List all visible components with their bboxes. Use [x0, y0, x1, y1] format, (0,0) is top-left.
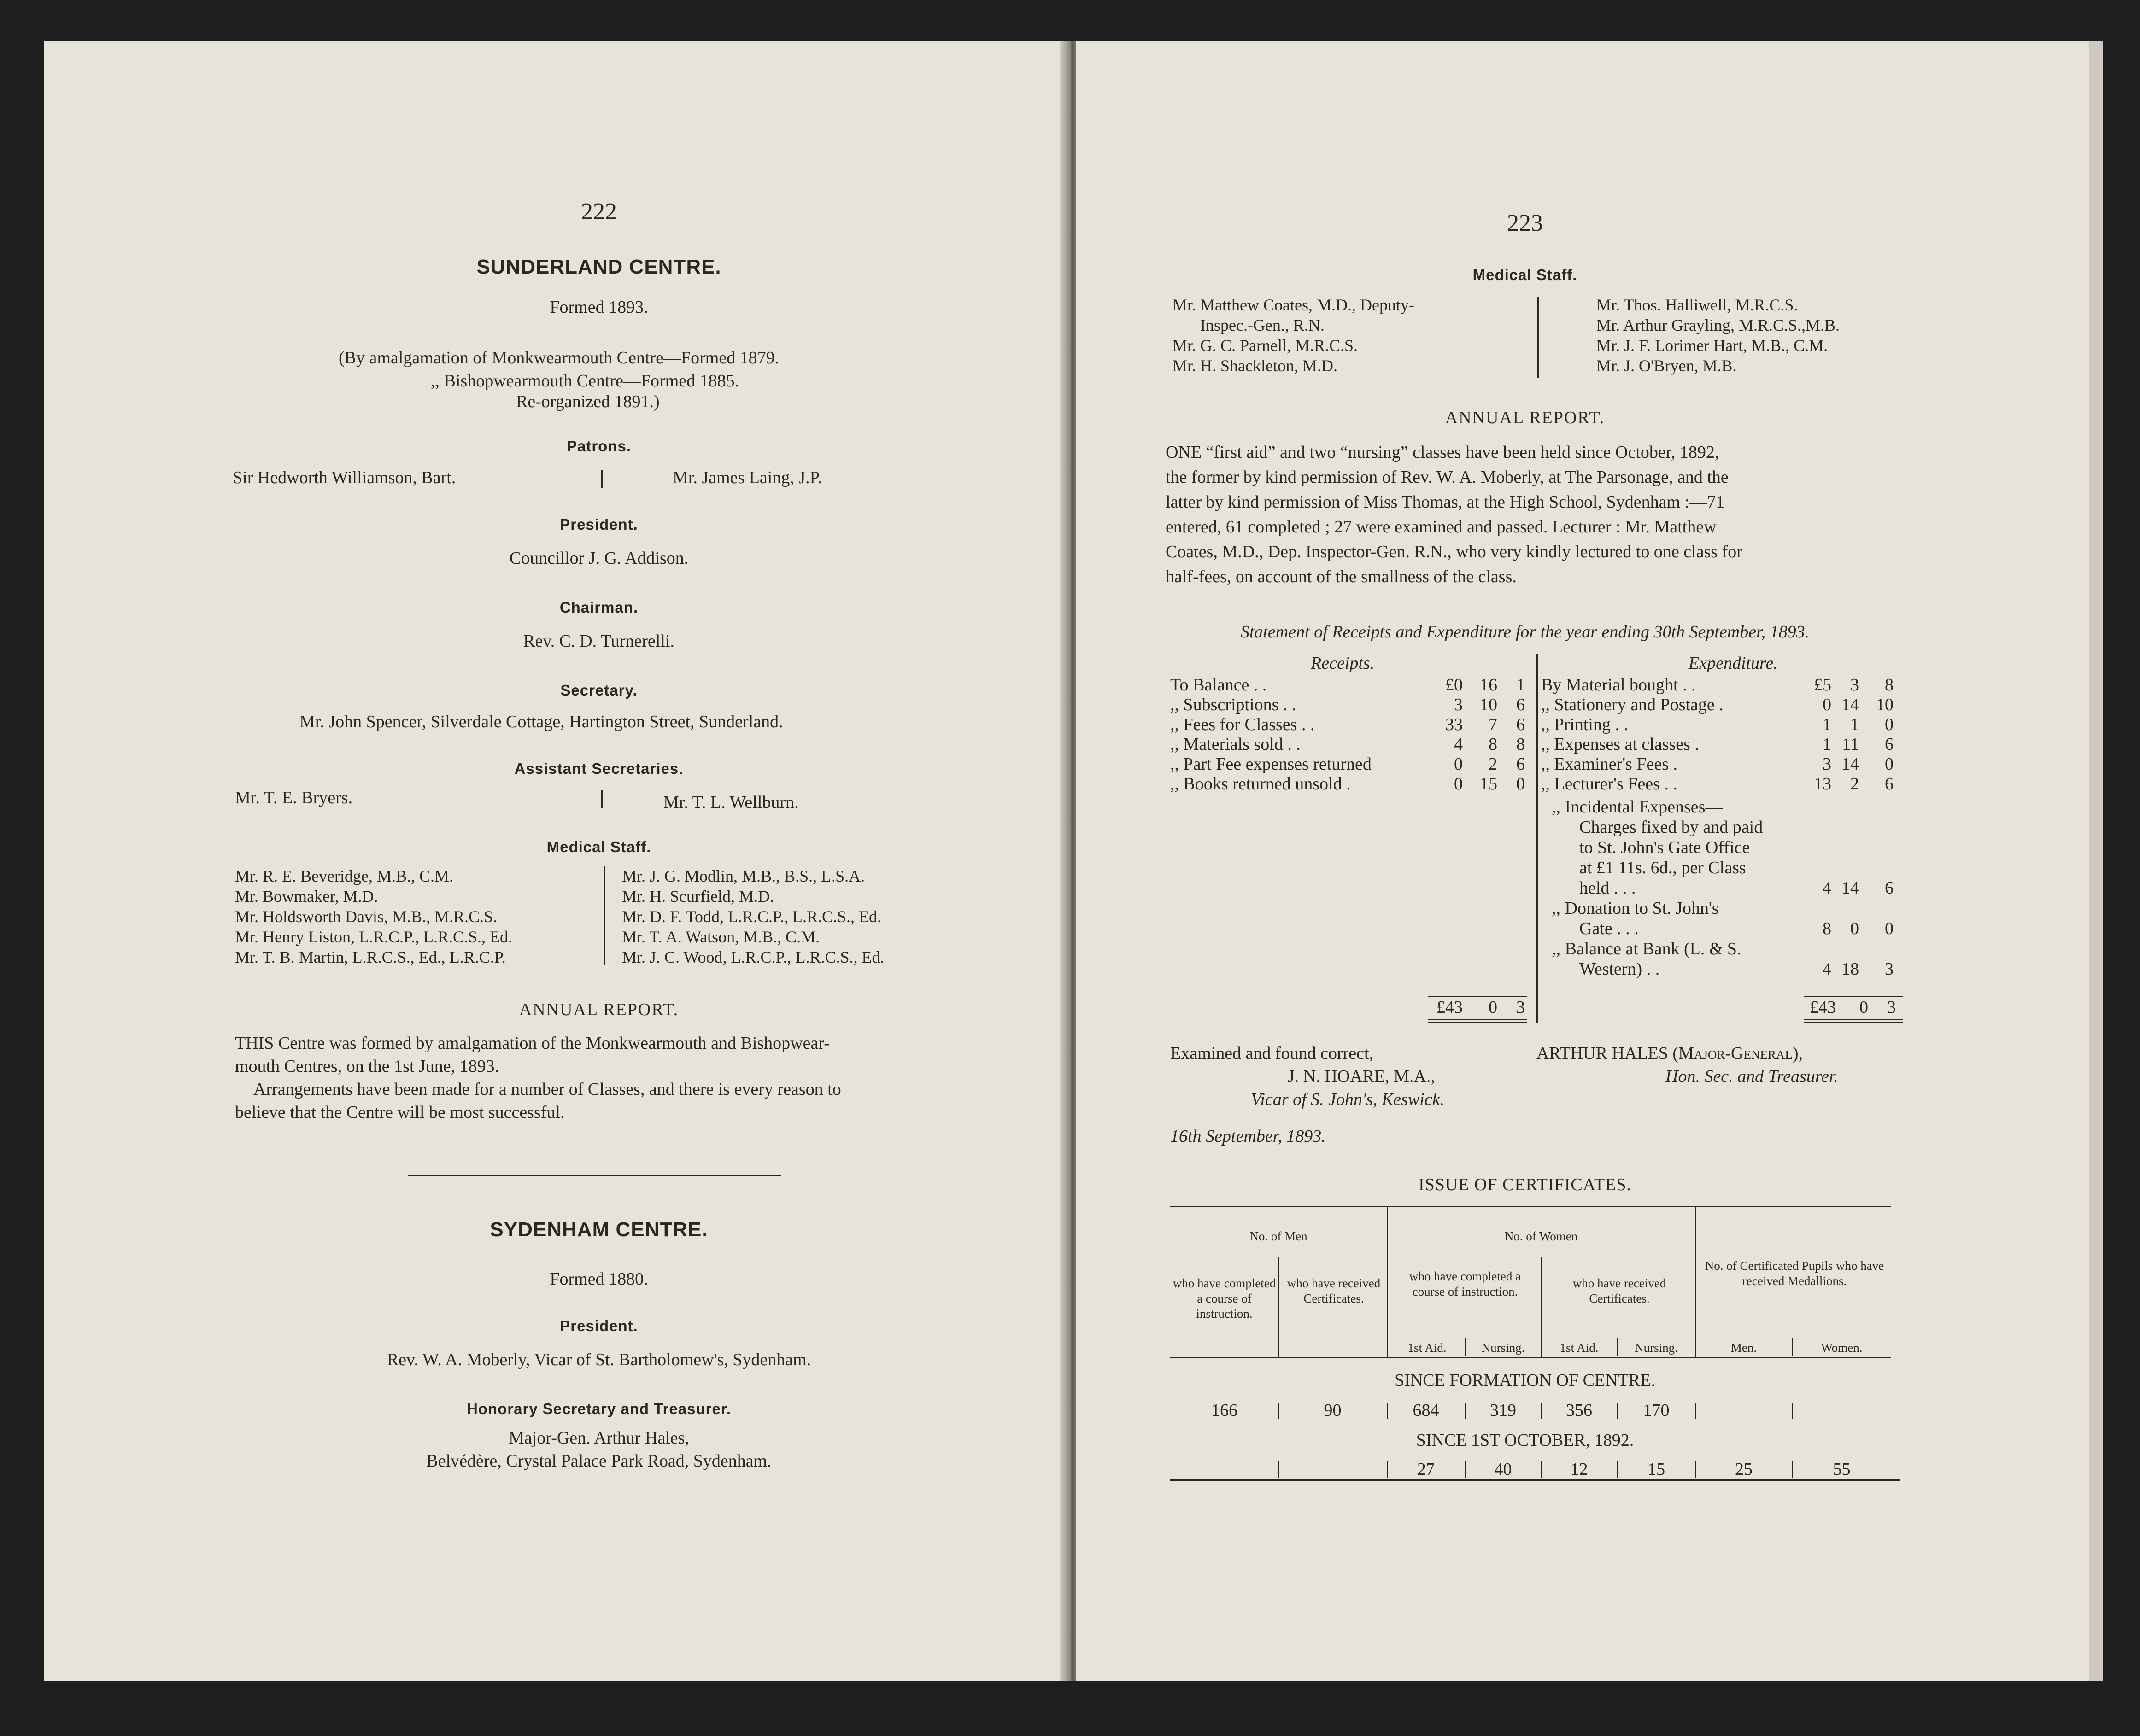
- receipt-label: ,, Materials sold . .: [1170, 735, 1301, 754]
- expenditure-amount: 8: [1885, 675, 1894, 695]
- expenditure-label: By Material bought . .: [1541, 675, 1696, 695]
- receipt-amount: 4: [1454, 735, 1463, 754]
- expenditure-amount: 1: [1850, 715, 1859, 734]
- header-women-completed: who have completed a course of instruction.: [1409, 1269, 1521, 1298]
- receipt-label: ,, Part Fee expenses returned: [1170, 754, 1372, 774]
- examiner-title: Vicar of S. John's, Keswick.: [1251, 1090, 1445, 1109]
- ledger-line: to St. John's Gate Office: [1579, 838, 1750, 857]
- receipt-amount: 6: [1516, 695, 1525, 714]
- receipt-label: ,, Fees for Classes . .: [1170, 715, 1315, 734]
- receipt-amount: 6: [1516, 715, 1525, 734]
- expenditure-heading: Expenditure.: [1689, 654, 1778, 673]
- receipt-amount: 0: [1454, 754, 1463, 774]
- examined-statement: Examined and found correct,: [1170, 1044, 1374, 1063]
- receipt-amount: £0: [1445, 675, 1463, 695]
- medical-staff-list-right-a: [1173, 295, 1414, 376]
- expenditure-amount: 1: [1823, 715, 1831, 734]
- president-heading: President.: [560, 516, 638, 533]
- expenditure-amount: 14: [1841, 754, 1859, 774]
- expenditure-amount: 13: [1814, 774, 1831, 794]
- table-cell: 55: [1833, 1460, 1851, 1479]
- expenditure-amount: 6: [1885, 774, 1894, 794]
- donation: [1552, 898, 1719, 939]
- staff-entry: Mr. J. F. Lorimer Hart, M.B., C.M.: [1596, 336, 1828, 355]
- medical-staff-heading-right: Medical Staff.: [1472, 266, 1577, 283]
- balance-pence: 3: [1885, 959, 1894, 979]
- cell-separator: [1617, 1403, 1618, 1419]
- staff-entry: Mr. J. G. Modlin, M.B., B.S., L.S.A.: [622, 867, 865, 885]
- receipt-amount: 2: [1489, 754, 1497, 774]
- receipt-amount: 16: [1480, 675, 1497, 695]
- receipt-amount: 10: [1480, 695, 1497, 714]
- page-edge: [2089, 41, 2103, 1681]
- total-rule: [1804, 1022, 1903, 1023]
- staff-entry: Mr. Bowmaker, M.D.: [235, 887, 378, 906]
- receipt-amount: 6: [1516, 754, 1525, 774]
- ledger-line: ,, Balance at Bank (L. & S.: [1552, 939, 1741, 959]
- incidental-pounds: 4: [1823, 878, 1831, 898]
- receipt-label: ,, Subscriptions . .: [1170, 695, 1296, 714]
- balance-at-bank: [1552, 939, 1741, 979]
- table-cell: 12: [1570, 1460, 1588, 1479]
- table-cell: 27: [1417, 1460, 1435, 1479]
- expenditure-amount: 2: [1850, 774, 1859, 794]
- donation-shillings: 0: [1850, 919, 1859, 938]
- assistant-secretary-1: Mr. T. E. Bryers.: [235, 788, 353, 807]
- table-cell: 684: [1413, 1401, 1439, 1420]
- report-line: THIS Centre was formed by amalgamation of the Monkwearmouth and Bishopwear-: [235, 1034, 830, 1053]
- cell-separator: [1278, 1461, 1279, 1478]
- expenditure-label: ,, Expenses at classes .: [1541, 735, 1699, 754]
- staff-entry: Mr. J. C. Wood, L.R.C.P., L.R.C.S., Ed.: [622, 948, 885, 966]
- since-october-heading: SINCE 1ST OCTOBER, 1892.: [1416, 1431, 1634, 1450]
- table-cell: 166: [1211, 1401, 1237, 1420]
- header-no-of-women: No. of Women: [1504, 1229, 1578, 1243]
- staff-entry: Mr. Thos. Halliwell, M.R.C.S.: [1596, 296, 1798, 314]
- report-line: Arrangements have been made for a number of Classes, and there is every reason to: [253, 1080, 841, 1099]
- statement-date: 16th September, 1893.: [1170, 1127, 1326, 1146]
- receipt-amount: 8: [1516, 735, 1525, 754]
- staff-entry: Mr. G. C. Parnell, M.R.C.S.: [1173, 336, 1358, 355]
- header-first-aid: 1st Aid.: [1407, 1341, 1447, 1355]
- amalgamation-line-2: ,, Bishopwearmouth Centre—Formed 1885.: [431, 371, 739, 391]
- ledger-line: Western) . .: [1579, 959, 1660, 979]
- cell-separator: [1465, 1461, 1466, 1478]
- table-rule-header-bottom: [1170, 1357, 1891, 1358]
- divider: [604, 866, 605, 965]
- ledger-line: Charges fixed by and paid: [1579, 818, 1763, 837]
- report-line: mouth Centres, on the 1st June, 1893.: [235, 1057, 499, 1076]
- table-cell: 356: [1566, 1401, 1592, 1420]
- header-women-received: who have received Certificates.: [1572, 1276, 1666, 1305]
- honorary-secretary-name: Major-Gen. Arthur Hales,: [509, 1428, 689, 1448]
- receipt-label: To Balance . .: [1170, 675, 1267, 695]
- medical-staff-list-left-a: [235, 866, 512, 967]
- sunderland-formed: Formed 1893.: [550, 298, 648, 317]
- header-men-completed: who have completed a course of instruction.: [1173, 1276, 1276, 1321]
- expenditure-amount: 10: [1876, 695, 1894, 714]
- cell-separator: [1465, 1403, 1466, 1419]
- assistant-secretaries-heading: Assistant Secretaries.: [514, 760, 684, 777]
- header-women: Women.: [1821, 1341, 1863, 1355]
- total-rule: [1428, 996, 1527, 997]
- examiner-name: J. N. HOARE, M.A.,: [1288, 1067, 1435, 1086]
- table-col-line: [1278, 1257, 1279, 1357]
- staff-entry: Mr. Matthew Coates, M.D., Deputy-: [1173, 296, 1414, 314]
- divider: [1537, 297, 1539, 378]
- annual-report-heading-right: ANNUAL REPORT.: [1445, 408, 1605, 427]
- staff-entry: Mr. Holdsworth Davis, M.B., M.R.C.S.: [235, 907, 498, 926]
- expenditure-amount: 1: [1823, 735, 1831, 754]
- sydenham-president-heading: President.: [560, 1317, 638, 1334]
- report-line: ONE “first aid” and two “nursing” classes have been held since October, 1892,: [1166, 443, 1719, 462]
- staff-entry: Mr. R. E. Beveridge, M.B., C.M.: [235, 867, 453, 885]
- receipts-total-pounds: £43: [1436, 998, 1463, 1017]
- ledger-line: ,, Incidental Expenses—: [1552, 797, 1723, 817]
- cell-separator: [1541, 1403, 1542, 1419]
- patron-2: Mr. James Laing, J.P.: [673, 468, 822, 487]
- expenditure-total-pence: 3: [1887, 998, 1896, 1017]
- receipt-amount: 0: [1516, 774, 1525, 794]
- expenditure-amount: 14: [1841, 695, 1859, 714]
- expenditure-amount: £5: [1814, 675, 1831, 695]
- expenditure-label: ,, Lecturer's Fees . .: [1541, 774, 1677, 794]
- table-col-line: [1695, 1206, 1696, 1357]
- sydenham-title: SYDENHAM CENTRE.: [490, 1218, 708, 1241]
- receipt-amount: 15: [1480, 774, 1497, 794]
- staff-entry: Mr. Arthur Grayling, M.R.C.S.,M.B.: [1596, 316, 1840, 334]
- total-rule: [1804, 1019, 1903, 1020]
- incidental-expenses: [1552, 797, 1763, 898]
- patron-1: Sir Hedworth Williamson, Bart.: [233, 468, 456, 487]
- receipts-heading: Receipts.: [1311, 654, 1375, 673]
- table-cell: 40: [1494, 1460, 1512, 1479]
- staff-entry: Mr. T. B. Martin, L.R.C.S., Ed., L.R.C.P.: [235, 948, 506, 966]
- expenditure-amount: 0: [1885, 754, 1894, 774]
- sydenham-president-name: Rev. W. A. Moberly, Vicar of St. Bartholomew's, Sydenham.: [387, 1350, 811, 1369]
- president-name: Councillor J. G. Addison.: [509, 549, 689, 568]
- section-rule: [408, 1175, 781, 1176]
- receipt-amount: 33: [1445, 715, 1463, 734]
- receipt-amount: 8: [1489, 735, 1497, 754]
- receipt-amount: 3: [1454, 695, 1463, 714]
- staff-entry: Mr. D. F. Todd, L.R.C.P., L.R.C.S., Ed.: [622, 907, 882, 926]
- since-formation-heading: SINCE FORMATION OF CENTRE.: [1395, 1371, 1655, 1390]
- statement-divider: [1536, 654, 1538, 1023]
- assistant-secretary-2: Mr. T. L. Wellburn.: [663, 793, 799, 812]
- balance-pounds: 4: [1823, 959, 1831, 979]
- report-line: believe that the Centre will be most successful.: [235, 1103, 565, 1122]
- annual-report-text-right: [1166, 440, 1742, 589]
- secretary-name: Mr. John Spencer, Silverdale Cottage, Hartington Street, Sunderland.: [299, 712, 783, 731]
- annual-report-text-left: [235, 1032, 841, 1124]
- incidental-pence: 6: [1885, 878, 1894, 898]
- staff-entry: Mr. J. O'Bryen, M.B.: [1596, 357, 1737, 375]
- ledger-line: at £1 11s. 6d., per Class: [1579, 858, 1746, 877]
- amalgamation-line-3: Re-organized 1891.): [516, 392, 660, 411]
- report-line: latter by kind permission of Miss Thomas, at the High School, Sydenham :—71: [1166, 492, 1725, 512]
- amalgamation-line-1: (By amalgamation of Monkwearmouth Centre—Formed 1879.: [339, 348, 780, 368]
- header-nursing: Nursing.: [1481, 1341, 1525, 1355]
- sydenham-formed: Formed 1880.: [550, 1269, 648, 1289]
- staff-entry: Mr. H. Shackleton, M.D.: [1173, 357, 1337, 375]
- receipts-total-pence: 3: [1516, 998, 1525, 1017]
- ledger-line: held . . .: [1579, 878, 1636, 898]
- expenditure-amount: 0: [1823, 695, 1831, 714]
- staff-entry: Inspec.-Gen., R.N.: [1200, 316, 1325, 334]
- divider: [601, 790, 603, 808]
- header-first-aid: 1st Aid.: [1560, 1341, 1599, 1355]
- table-cell: 319: [1490, 1401, 1516, 1420]
- secretary-heading: Secretary.: [560, 682, 638, 699]
- chairman-heading: Chairman.: [559, 599, 639, 616]
- expenditure-amount: 3: [1850, 675, 1859, 695]
- cell-separator: [1792, 1461, 1793, 1478]
- staff-entry: Mr. T. A. Watson, M.B., C.M.: [622, 928, 820, 946]
- total-rule: [1428, 1022, 1527, 1023]
- report-line: Coates, M.D., Dep. Inspector-Gen. R.N., who very kindly lectured to one class for: [1166, 542, 1742, 561]
- sunderland-title: SUNDERLAND CENTRE.: [476, 256, 721, 278]
- total-rule: [1428, 1019, 1527, 1020]
- staff-entry: Mr. Henry Liston, L.R.C.P., L.R.C.S., Ed.: [235, 928, 513, 946]
- page-number-right: 223: [1507, 210, 1543, 236]
- medical-staff-list-left-b: [622, 866, 885, 967]
- donation-pounds: 8: [1823, 919, 1831, 938]
- header-men-received: who have received Certificates.: [1287, 1276, 1381, 1305]
- annual-report-heading-left: ANNUAL REPORT.: [519, 1000, 679, 1019]
- balance-shillings: 18: [1841, 959, 1859, 979]
- honorary-secretary-address: Belvédère, Crystal Palace Park Road, Sydenham.: [426, 1451, 772, 1471]
- divider: [601, 470, 603, 488]
- expenditure-amount: 3: [1823, 754, 1831, 774]
- cell-separator: [1278, 1403, 1279, 1419]
- expenditure-label: ,, Printing . .: [1541, 715, 1628, 734]
- cell-separator: [1541, 1461, 1542, 1478]
- table-cell: 25: [1735, 1460, 1753, 1479]
- ledger-line: ,, Donation to St. John's: [1552, 899, 1719, 918]
- expenditure-label: ,, Stationery and Postage .: [1541, 695, 1724, 714]
- expenditure-label: ,, Examiner's Fees .: [1541, 754, 1678, 774]
- report-line: entered, 61 completed ; 27 were examined and passed. Lecturer : Mr. Matthew: [1166, 517, 1717, 537]
- table-rule-top: [1170, 1206, 1891, 1207]
- medical-staff-list-right-b: [1596, 295, 1840, 376]
- table-rule-bottom: [1170, 1479, 1900, 1481]
- treasurer-name: ARTHUR HALES (Major-General),: [1536, 1044, 1803, 1063]
- expenditure-total-shillings: 0: [1859, 998, 1868, 1017]
- chairman-name: Rev. C. D. Turnerelli.: [523, 631, 674, 651]
- header-no-of-men: No. of Men: [1249, 1229, 1307, 1243]
- header-medallions: No. of Certificated Pupils who have received Medallions.: [1705, 1259, 1884, 1288]
- patrons-heading: Patrons.: [566, 438, 632, 455]
- header-nursing: Nursing.: [1635, 1341, 1678, 1355]
- page-number-left: 222: [581, 199, 617, 225]
- donation-pence: 0: [1885, 919, 1894, 938]
- honorary-secretary-heading: Honorary Secretary and Treasurer.: [466, 1400, 732, 1417]
- treasurer-title: Hon. Sec. and Treasurer.: [1665, 1067, 1839, 1086]
- table-cell: 170: [1643, 1401, 1670, 1420]
- report-line: half-fees, on account of the smallness of the class.: [1166, 567, 1517, 586]
- statement-title: Statement of Receipts and Expenditure for the year ending 30th September, 1893.: [1240, 622, 1810, 642]
- receipt-amount: 7: [1489, 715, 1497, 734]
- receipt-amount: 1: [1516, 675, 1525, 695]
- medical-staff-heading-left: Medical Staff.: [546, 838, 651, 855]
- expenditure-total-pounds: £43: [1810, 998, 1836, 1017]
- table-cell: 15: [1648, 1460, 1665, 1479]
- expenditure-amount: 6: [1885, 735, 1894, 754]
- cell-separator: [1387, 1403, 1388, 1419]
- receipt-label: ,, Books returned unsold .: [1170, 774, 1351, 794]
- table-cell: 90: [1324, 1401, 1342, 1420]
- cell-separator: [1387, 1461, 1388, 1478]
- certificates-heading: ISSUE OF CERTIFICATES.: [1418, 1175, 1632, 1194]
- cell-separator: [1792, 1403, 1793, 1419]
- report-line: the former by kind permission of Rev. W. A. Moberly, at The Parsonage, and the: [1166, 468, 1729, 487]
- cell-separator: [1695, 1403, 1696, 1419]
- receipt-amount: 0: [1454, 774, 1463, 794]
- staff-entry: Mr. H. Scurfield, M.D.: [622, 887, 774, 906]
- total-rule: [1804, 996, 1903, 997]
- receipts-total-shillings: 0: [1489, 998, 1497, 1017]
- header-men: Men.: [1730, 1341, 1757, 1355]
- expenditure-amount: 0: [1885, 715, 1894, 734]
- ledger-line: Gate . . .: [1579, 919, 1639, 938]
- cell-separator: [1695, 1461, 1696, 1478]
- incidental-shillings: 14: [1841, 878, 1859, 898]
- expenditure-amount: 11: [1842, 735, 1859, 754]
- cell-separator: [1617, 1461, 1618, 1478]
